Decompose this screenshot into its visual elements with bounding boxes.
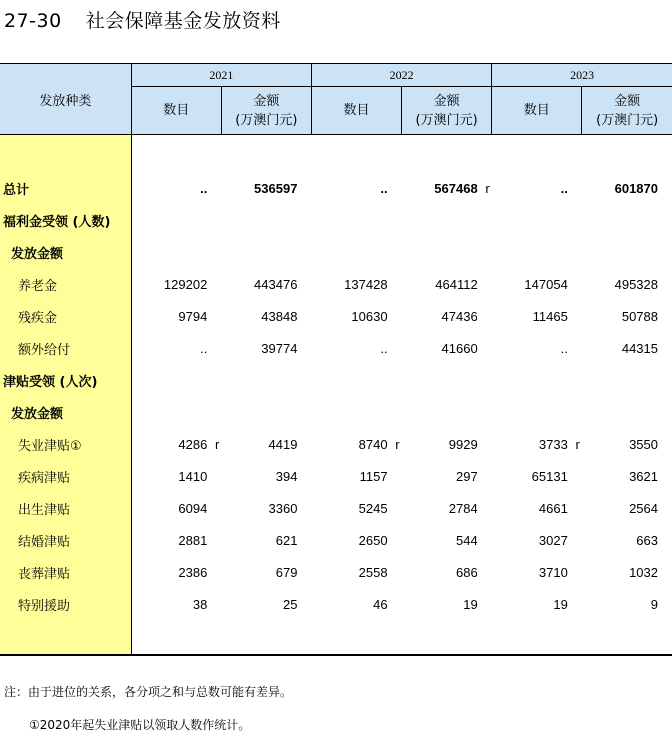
cell-amount: [402, 396, 492, 428]
cell-count: [131, 396, 221, 428]
cell-amount: 43848: [261, 308, 298, 324]
cell-amount: 2784: [448, 500, 478, 516]
table-row: [0, 556, 672, 588]
cell-amount: 464112: [435, 276, 478, 292]
row-label: 津贴受领 (人次): [0, 364, 131, 396]
cell-amount: 44315: [621, 340, 658, 356]
cell-count: [311, 204, 401, 236]
cell-count: ..: [380, 340, 388, 356]
table-row: [0, 460, 672, 492]
header-count-2022: 数目: [311, 87, 401, 135]
cell-count: [131, 364, 221, 396]
row-label: 养老金: [0, 268, 131, 300]
cell-count: 46: [373, 596, 388, 612]
row-label: 发放金额: [0, 236, 131, 268]
cell-amount: 50788: [621, 308, 658, 324]
cell-count: ..: [560, 180, 568, 196]
spacer-label-cell: [0, 135, 131, 173]
cell-count: ..: [560, 340, 568, 356]
table-row: [0, 364, 672, 396]
table-row: [0, 332, 672, 364]
footnote-unemployment: ①2020年起失业津贴以领取人数作统计。: [29, 718, 251, 732]
cell-count: 3027: [538, 532, 568, 548]
footnote-rounding: 注：由于进位的关系，各分项之和与总数可能有差异。: [4, 685, 293, 699]
cell-count: 1157: [359, 468, 388, 484]
row-label: 丧葬津贴: [0, 556, 131, 588]
row-label: 残疾金: [0, 300, 131, 332]
row-label: 疾病津贴: [0, 460, 131, 492]
cell-amount: [221, 396, 311, 428]
cell-count: 1410: [178, 468, 208, 484]
table-row: [0, 524, 672, 556]
table-code: 27-30: [4, 10, 62, 32]
cell-amount: [582, 364, 672, 396]
cell-count: [311, 396, 401, 428]
cell-amount: 495328: [614, 276, 658, 292]
cell-amount: 3621: [629, 468, 658, 484]
header-amount-2022: 金额 (万澳门元): [402, 87, 492, 135]
cell-count: 2386: [178, 564, 208, 580]
row-label: 额外给付: [0, 332, 131, 364]
cell-amount: 297: [455, 468, 478, 484]
cell-amount: 3550: [629, 436, 658, 452]
cell-count: 9794: [178, 308, 208, 324]
cell-count: ..: [200, 340, 208, 356]
cell-count: 2881: [178, 532, 208, 548]
cell-amount: [582, 204, 672, 236]
cell-count: 8740 r: [358, 436, 400, 452]
cell-amount: 47436: [441, 308, 478, 324]
cell-amount: 679: [275, 564, 298, 580]
table-title-text: 社会保障基金发放资料: [85, 10, 281, 32]
cell-count: 147054: [524, 276, 568, 292]
header-kind: 发放种类: [0, 64, 131, 135]
row-label: 发放金额: [0, 396, 131, 428]
cell-amount: 567468 r: [434, 180, 490, 196]
row-label: 总计: [0, 172, 131, 204]
header-year-2021: 2021: [131, 64, 311, 87]
cell-amount: 443476: [254, 276, 298, 292]
table-row: [0, 396, 672, 428]
header-year-2022: 2022: [311, 64, 491, 87]
data-table: [0, 63, 672, 656]
header-amount-2021: 金额 (万澳门元): [221, 87, 311, 135]
table-row: [0, 172, 672, 204]
cell-count: ..: [380, 180, 388, 196]
cell-amount: 41660: [441, 340, 478, 356]
cell-count: [131, 204, 221, 236]
row-label: 结婚津贴: [0, 524, 131, 556]
cell-amount: 4419: [268, 436, 298, 452]
header-count-2021: 数目: [131, 87, 221, 135]
table-row: [0, 236, 672, 268]
revision-flag: r: [485, 180, 490, 196]
cell-amount: [221, 236, 311, 268]
cell-amount: [221, 364, 311, 396]
revision-flag: r: [575, 436, 580, 452]
cell-amount: 25: [282, 596, 298, 612]
cell-count: 137428: [344, 276, 388, 292]
cell-amount: [402, 236, 492, 268]
cell-count: 5245: [358, 500, 388, 516]
table-row: [0, 428, 672, 460]
header-year-2023: 2023: [492, 64, 672, 87]
cell-amount: [402, 204, 492, 236]
cell-count: 6094: [178, 500, 208, 516]
cell-amount: 19: [463, 596, 478, 612]
cell-count: 11465: [532, 308, 568, 324]
cell-count: 2650: [358, 532, 388, 548]
row-label: 福利金受领 (人数): [0, 204, 131, 236]
cell-amount: 2564: [629, 500, 658, 516]
cell-count: [492, 396, 582, 428]
header-amount-2023: 金额 (万澳门元): [582, 87, 672, 135]
table-row: [0, 492, 672, 524]
cell-count: 2558: [358, 564, 388, 580]
cell-amount: 663: [636, 532, 658, 548]
cell-amount: [221, 204, 311, 236]
row-label: 特别援助: [0, 588, 131, 620]
table-row: [0, 300, 672, 332]
cell-count: 4286 r: [178, 436, 220, 452]
cell-count: 3733 r: [538, 436, 580, 452]
revision-flag: r: [214, 436, 220, 452]
cell-count: 4661: [538, 500, 568, 516]
cell-amount: 39774: [261, 340, 298, 356]
cell-amount: 3360: [268, 500, 298, 516]
cell-amount: 601870: [614, 180, 658, 196]
spacer-row-end: [0, 620, 672, 655]
row-label: 失业津贴①: [0, 428, 131, 460]
revision-flag: r: [395, 436, 400, 452]
cell-amount: 9929: [448, 436, 478, 452]
row-label: 出生津贴: [0, 492, 131, 524]
cell-amount: 621: [275, 532, 298, 548]
cell-count: 38: [192, 596, 208, 612]
cell-count: ..: [200, 180, 208, 196]
cell-count: [492, 364, 582, 396]
cell-count: [311, 236, 401, 268]
cell-count: 129202: [163, 276, 208, 292]
table-row: [0, 268, 672, 300]
cell-count: [311, 364, 401, 396]
cell-amount: 686: [455, 564, 478, 580]
cell-count: 10630: [351, 308, 388, 324]
cell-count: [492, 204, 582, 236]
page-title: [4, 6, 281, 33]
header-count-2023: 数目: [492, 87, 582, 135]
table-body: [0, 135, 672, 656]
cell-amount: 536597: [254, 180, 298, 196]
cell-amount: 394: [275, 468, 298, 484]
cell-amount: 9: [650, 596, 658, 612]
cell-amount: [582, 396, 672, 428]
cell-count: [492, 236, 582, 268]
cell-count: 19: [553, 596, 568, 612]
cell-amount: 544: [455, 532, 478, 548]
spacer-row: [0, 135, 672, 173]
cell-count: 65131: [531, 468, 568, 484]
cell-count: [131, 236, 221, 268]
cell-amount: 1032: [629, 564, 658, 580]
cell-amount: [582, 236, 672, 268]
table-row: [0, 204, 672, 236]
table-row: [0, 588, 672, 620]
cell-amount: [402, 364, 492, 396]
cell-count: 3710: [538, 564, 568, 580]
